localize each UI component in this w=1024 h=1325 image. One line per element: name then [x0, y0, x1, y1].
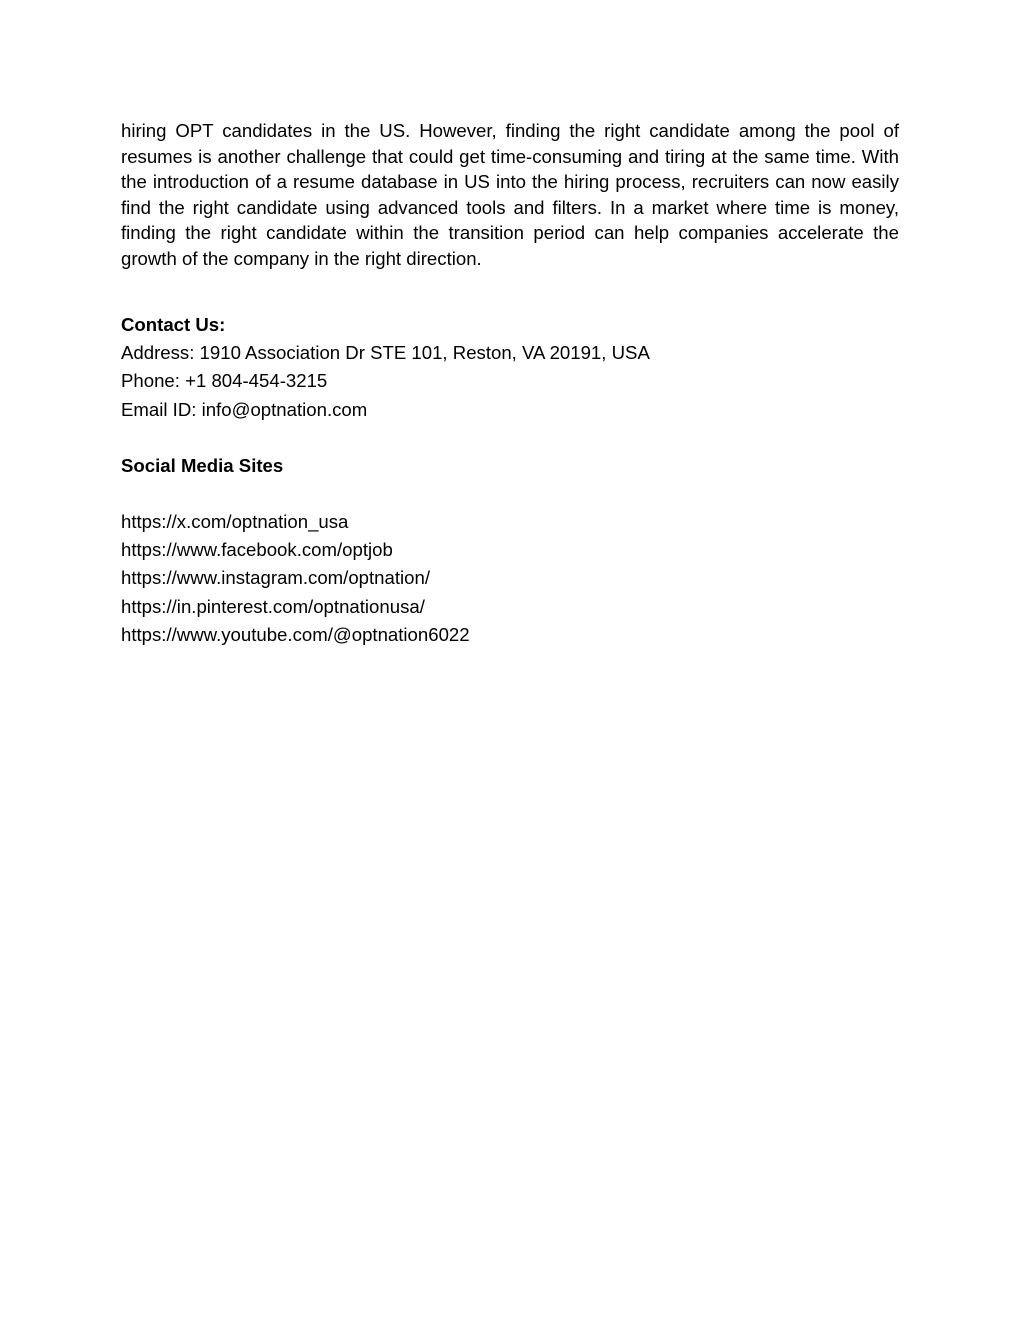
contact-section [121, 311, 899, 424]
social-media-heading: Social Media Sites [121, 454, 284, 476]
body-paragraph: hiring OPT candidates in the US. However, finding the right candidate among the pool of resumes is another challenge that could get time-consuming and tiring at the same time. With the introduction of a resume database in US into the hiring process, recruiters can now easily find the right candidate using advanced tools and filters. In a market where time is money, finding the right candidate within the transition period can help companies accelerate the growth of the company in the right direction. [121, 120, 899, 269]
social-link-pinterest[interactable]: https://in.pinterest.com/optnationusa/ [121, 595, 425, 617]
social-link-instagram[interactable]: https://www.instagram.com/optnation/ [121, 567, 431, 589]
document-page [121, 118, 899, 649]
social-link-x[interactable]: https://x.com/optnation_usa [121, 510, 349, 532]
social-link-facebook[interactable]: https://www.facebook.com/optjob [121, 539, 393, 561]
social-link-list [121, 508, 899, 649]
contact-heading: Contact Us: [121, 314, 226, 335]
social-media-section [121, 452, 899, 649]
social-link-youtube[interactable]: https://www.youtube.com/@optnation6022 [121, 624, 470, 646]
contact-phone: Phone: +1 804-454-3215 [121, 370, 328, 392]
contact-address: Address: 1910 Association Dr STE 101, Reston, VA 20191, USA [121, 342, 650, 363]
contact-email: Email ID: info@optnation.com [121, 398, 368, 420]
